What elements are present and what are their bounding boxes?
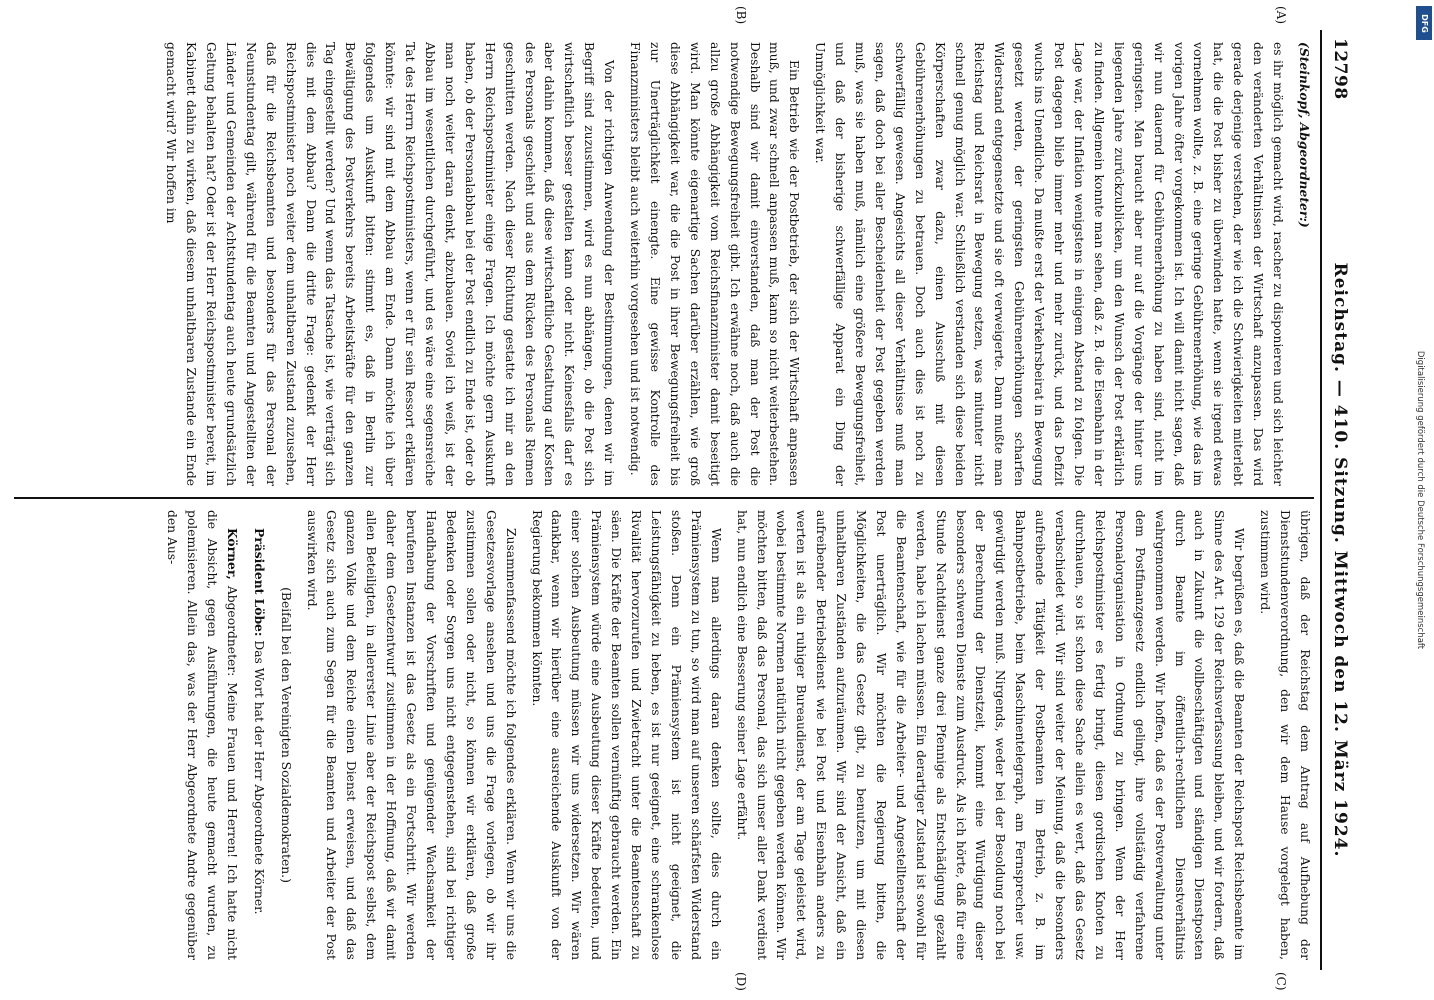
paragraph: es ihr möglich gemacht wird, rascher zu disponieren und sich leichter den veränderten Verhältnissen der Wirtschaft anzupassen. Das wird gerade derjenige verstehen, der wie ich die Schwierigkeiten miterlebt hat, die die Post bisher zu überwinden hatte, wenn sie irgend etwas vornehmen wollte, z. B. eine geringe Gebührenerhöhung, wie das im vorigen Jahre öfter vorgekommen ist. Ich will damit nicht sagen, daß wir nun dauernd für Gebührenerhöhung zu haben sind, nicht im geringsten. Man braucht aber nur auf die Vorgänge der hinter uns liegenden Jahre zurückzublicken, um den Wunsch der Post erklärlich zu finden. Allgemein konnte man sehen, daß z. B. die Eisenbahn in der Lage war, der Inflation wenigstens in einigem Abstand zu folgen. Die Post dagegen blieb immer mehr und mehr zurück, und das Defizit wuchs ins Unendliche. Da mußte erst der Verkehrsbeirat in Bewegung gesetzt werden, der geringsten Gebührenerhöhungen scharfen Widerstand entgegensetzte und sie oft verweigerte. Dann mußte man Reichstag und Reichsrat in Bewegung setzen, was mitunter nicht schnell genug möglich war. Schließlich verstanden sich diese beiden Körperschaften zwar dazu, einen Ausschuß mit diesen Gebührenerhöhungen zu betrauen. Doch auch dies ist noch zu schwerfällig gewesen. Angesichts all dieser Verhältnisse muß man sagen, daß doch bei aller Bescheidenheit der Post gegeben werden muß, was sie haben muß, nämlich eine größere Bewegungsfreiheit, und daß der bisherige schwerfällige Apparat ein Ding der Unmöglichkeit war.	[813, 42, 1286, 486]
president-name: Präsident Löbe:	[251, 528, 267, 637]
column-rule	[14, 497, 1314, 499]
applause-note: (Beifall bei den Vereinigten Sozialdemokraten.)	[278, 587, 293, 883]
speaker-start	[161, 510, 242, 960]
right-column	[14, 510, 1314, 960]
paragraph: Zusammenfassend möchte ich folgendes erklären. Wenn wir uns die Gesetzesvorlage ansehen und uns die Frage vorlegen, ob wir ihr zustimmen sollen oder nicht, so können wir erklären, daß große Bedenken oder Sorgen uns nicht entgegenstehen, sind bei richtiger Handhabung der Vorschriften und genügender Wachsamkeit der berufenen Instanzen ist das Gesetz als ein Fortschritt. Wir werden daher dem Gesetzentwurf zustimmen in der Hoffnung, daß wir damit allen Beteiligten, in allererster Linie aber der Reichspost selbst, dem ganzen Volke und dem Reiche einen Dienst erweisen, und daß das Gesetz sich auch zum Segen für die Beamten und Arbeiter der Post auswirken wird.	[304, 510, 518, 960]
president-remark	[248, 510, 269, 960]
speaker-continuation: (Steinkopf, Abgeordneter:)	[1297, 42, 1312, 228]
paragraph: Ein Betrieb wie der Postbetrieb, der sich der Wirtschaft anpassen muß, und zwar schnell anpassen muß, kann so nicht weiterbestehen. Deshalb sind wir damit einverstanden, daß man der Post die notwendige Bewegungsfreiheit gibt. Ich erwähne noch, daß auch die allzu große Abhängigkeit vom Reichsfinanzminister damit beseitigt wird. Man könnte eigenartige Sachen darüber erzählen, wie groß diese Abhängigkeit war, die die Post in ihrer Bewegungsfreiheit bis zur Unerträglichkeit einengte. Eine gewisse Kontrolle des Finanzministers bleibt auch weiterhin vorgesehen und ist notwendig.	[628, 42, 802, 486]
president-text: Das Wort hat der Herr Abgeordnete Körner.	[251, 640, 266, 915]
margin-marker-a: (A)	[1274, 6, 1288, 25]
paragraph: Wir begrüßen es, daß die Beamten der Reichspost Reichsbeamte im Sinne des Art. 129 der Reichsverfassung bleiben, und wir fordern, daß auch in Zukunft die vollbeschäftigten und ständigen Dienstposten durch Beamte im öffentlich-rechtlichen Dienstverhältnis wahrgenommen werden. Wir hoffen, daß es der Postverwaltung unter dem Postfinanzgesetz endlich gelingt, ihre vollständig verfahrene Personalorganisation in Ordnung zu bringen. Wenn der Herr Reichspostminister es fertig bringt, diesen gordischen Knoten zu durchhauen, so ist schon diese Sache allein es wert, daß das Gesetz verabschiedet wird. Wir sind weiter der Meinung, daß die besonders aufreibende Tätigkeit der Postbeamten im Betrieb, z. B. im Bahnpostbetriebe, beim Maschinentelegraph, am Fernsprecher usw. gewürdigt werden muß. Nirgends, weder bei der Besoldung noch bei der Berechnung der Dienstzeit, kommt eine Würdigung dieser besonders schweren Dienste zum Ausdruck. Als ich hörte, daß für eine Stunde Nachtdienst ganze drei Pfennige als Entschädigung gezahlt werden, habe ich lachen müssen. Ein derartiger Zustand ist sowohl für die Beamtenschaft, wie für die Arbeiter- und Angestelltenschaft der Post unerträglich. Wir möchten die Regierung bitten, die Möglichkeiten, die das Gesetz gibt, zu benutzen, um mit diesen unhaltbaren Zuständen aufzuräumen. Wir sind der Ansicht, daß ein aufreibender Betriebsdienst wie bei Post und Eisenbahn anders zu werten ist als ein ruhiger Bureaudienst, der am Tage geleistet wird, wobei bestimmte Normen natürlich nicht gegeben werden können. Wir möchten bitten, daß das Personal, das sich unser aller Dank verdient hat, nun endlich eine Besserung seiner Lage erfährt.	[734, 510, 1247, 960]
paragraph: übrigen, daß der Reichstag dem Antrag auf Aufhebung der Dienststundenverordnung, den wir dem Hause vorgelegt haben, zustimmen wird.	[1258, 510, 1312, 960]
paragraph: Wenn man allerdings daran denken sollte, dies durch ein Prämiensystem zu tun, so wird man auf unseren schärfsten Widerstand stoßen. Denn ein Prämiensystem ist nicht geeignet, die Leistungsfähigkeit zu heben, es ist nur geeignet, eine schrankenlose Rivalität hervorzurufen und Zwietracht unter die Beamtenschaft zu säen. Die Kräfte der Beamten sollen vernünftig gebraucht werden. Ein Prämiensystem würde eine Ausbeutung dieser Kräfte bedeuten, und einer solchen Ausbeutung müssen wir uns widersetzen. Wir wären dankbar, wenn wir hierüber eine ausreichende Auskunft von der Regierung bekommen könnten.	[529, 510, 723, 960]
header-rule	[1320, 30, 1322, 970]
margin-marker-d: (D)	[734, 972, 748, 991]
page-header-title: Reichstag. — 410. Sitzung. Mittwoch den 12. März 1924.	[1330, 262, 1350, 858]
margin-marker-b: (B)	[734, 6, 748, 25]
speaker-name: Körner,	[224, 528, 240, 580]
speaker-text: Abgeordneter: Meine Frauen und Herren! Ich hatte nicht die Absicht, gegen Ausführungen, die heute gemacht wurden, zu polemisieren. Allein das, was der Herr Abgeordnete Andre gegenüber den Aus-	[165, 510, 239, 960]
left-column	[14, 42, 1314, 486]
digitization-credit	[1410, 10, 1430, 990]
margin-marker-c: (C)	[1274, 972, 1288, 991]
paragraph: Von der richtigen Anwendung der Bestimmungen, denen wir im Begriff sind zuzustimmen, wird es nun abhängen, ob die Post sich wirtschaftlich besser gestalten kann oder nicht. Keinesfalls darf es aber dahin kommen, daß diese wirtschaftliche Gestaltung auf Kosten des Personals geschieht und aus dem Rücken des Personals Riemen geschnitten werden. Nach dieser Richtung gestatte ich mir an den Herrn Reichspostminister einige Fragen. Ich möchte gern Auskunft haben, ob der Personalabbau bei der Post endlich zu Ende ist, oder ob man noch weiter daran denkt, abzubauen. Soviel ich weiß, ist der Abbau im wesentlichen durchgeführt, und es wäre eine segensreiche Tat des Herrn Reichspostministers, wenn er für sein Ressort erklären könnte: wir sind mit dem Abbau am Ende. Dann möchte ich über folgendes um Auskunft bitten: stimmt es, daß in Berlin zur Bewältigung des Postverkehrs bereits Arbeitskräfte für den ganzen Tag eingestellt werden? Und wenn das Tatsache ist, wie verträgt sich dies mit dem Abbau? Dann die dritte Frage: gedenkt der Herr Reichspostminister noch weiter dem unhaltbaren Zustand zuzusehen, daß für die Reichsbeamten und besonders für das Personal der Neunstundentag gilt, während für die Beamten und Angestellten der Länder und Gemeinden der Achtstundentag auch heute grundsätzlich Geltung behalten hat? Oder ist der Herr Reichspostminister bereit, im Kabinett dahin zu wirken, daß diesem unhaltbaren Zustande ein Ende gemacht wird? Wir hoffen im	[164, 42, 617, 486]
credit-text: Digitalisierung gefördert durch die Deutsche Forschungsgemeinschaft	[1415, 350, 1425, 650]
page-number: 12798	[1330, 38, 1350, 100]
dfg-logo: DFG	[1416, 6, 1432, 40]
